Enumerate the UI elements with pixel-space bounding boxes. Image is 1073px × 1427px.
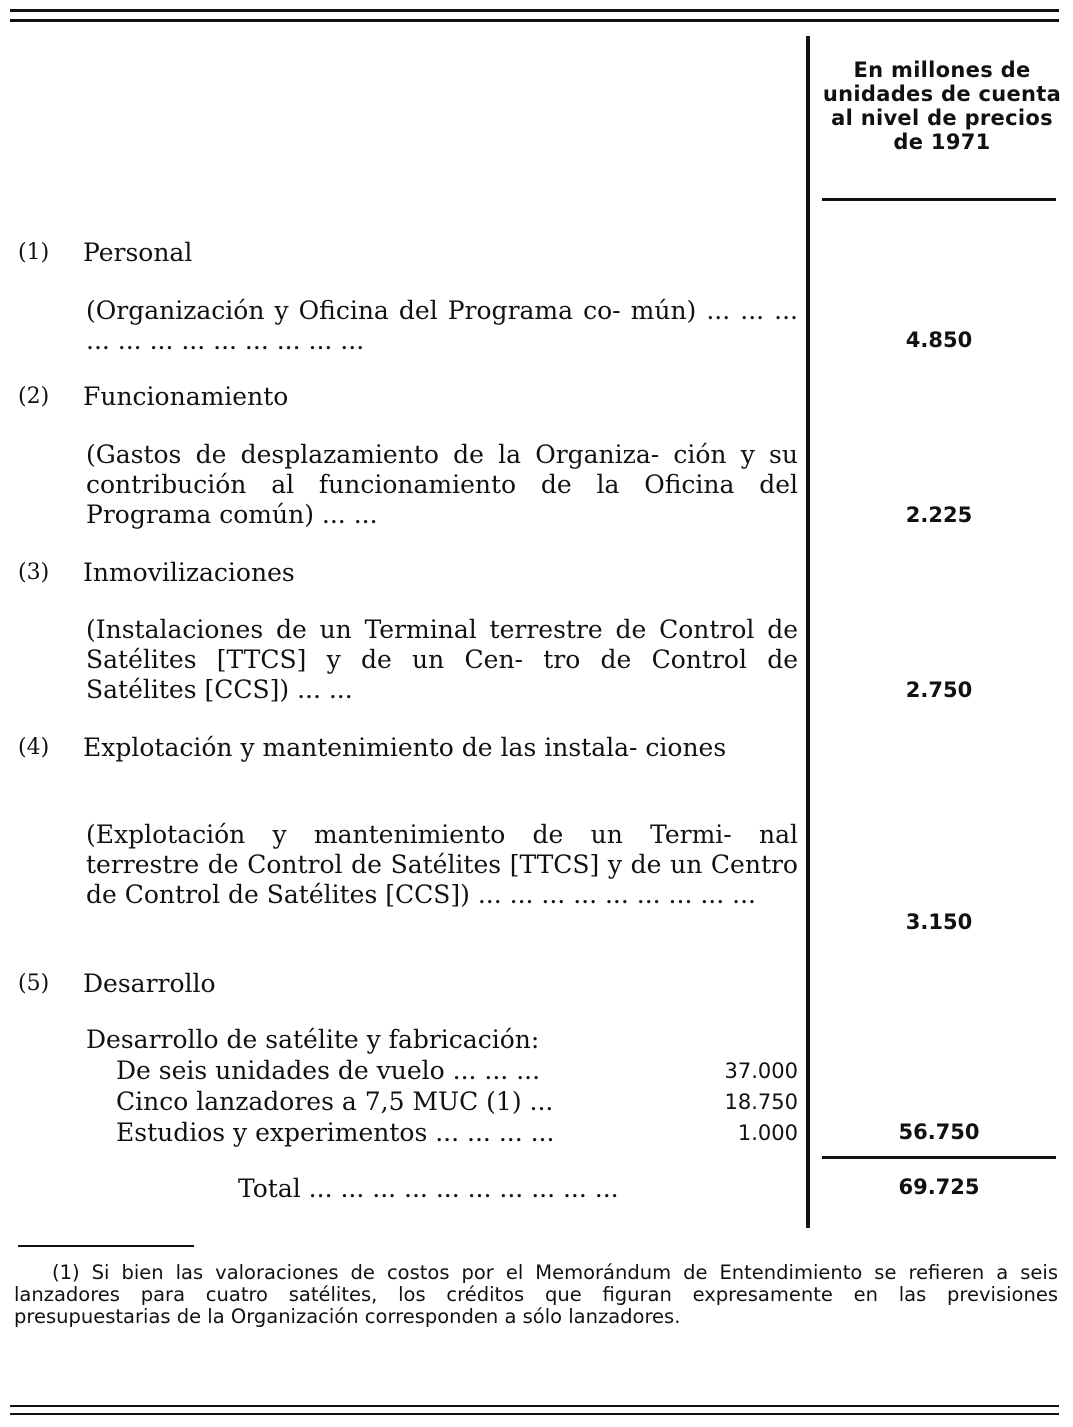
subitem-value: 37.000 bbox=[724, 1059, 798, 1083]
item-value: 2.225 bbox=[905, 503, 973, 527]
item-description: (Explotación y mantenimiento de un Termi- nal terrestre de Control de Satélites [TTCS] y de un Centro de Control de Satélites [CCS]) ... ... ... ... ... ... ... ... ... bbox=[86, 820, 798, 909]
item-row-4 bbox=[0, 733, 800, 793]
item-description: (Gastos de desplazamiento de la Organiza- ción y su contribución al funcionamiento de la Oficina del Programa común) ... ... bbox=[86, 440, 798, 529]
item-number: (5) bbox=[18, 971, 50, 996]
subitem-value: 1.000 bbox=[737, 1121, 798, 1145]
subitem-label: Estudios y experimentos ... ... ... ... bbox=[116, 1118, 555, 1147]
item-number: (4) bbox=[18, 735, 50, 760]
item-row-2 bbox=[0, 382, 800, 412]
item-number: (2) bbox=[18, 384, 50, 409]
item-category: Inmovilizaciones bbox=[83, 558, 295, 587]
total-label: Total ... ... ... ... ... ... ... ... ... ... bbox=[238, 1174, 619, 1203]
top-double-rule-1 bbox=[10, 9, 1059, 12]
item-category: Personal bbox=[83, 238, 193, 267]
subitem-row bbox=[116, 1118, 798, 1148]
item-row-3 bbox=[0, 558, 800, 588]
item-value: 3.150 bbox=[905, 910, 973, 934]
item-value: 56.750 bbox=[898, 1120, 980, 1144]
column-divider bbox=[806, 36, 810, 1228]
subitem-row bbox=[116, 1087, 798, 1117]
top-double-rule-2 bbox=[10, 19, 1059, 22]
item-category: Explotación y mantenimiento de las instala- ciones bbox=[83, 733, 727, 762]
subitem-label: Cinco lanzadores a 7,5 MUC (1) ... bbox=[116, 1087, 554, 1116]
item-number: (3) bbox=[18, 560, 50, 585]
footnote-separator bbox=[18, 1245, 194, 1247]
column-header: En millones de unidades de cuenta al nivel de precios de 1971 bbox=[822, 58, 1062, 154]
item-row-1 bbox=[0, 238, 800, 268]
footnote bbox=[14, 1262, 1058, 1328]
footnote-text: (1) Si bien las valoraciones de costos por el Memorándum de Entendimiento se refieren a seis lanzadores para cuatro satélites, los créditos que figuran expresamente en las previsiones presupuestarias de la Organización corresponden a sólo lanzadores. bbox=[14, 1261, 1058, 1328]
sum-underline bbox=[822, 1156, 1056, 1159]
item-value: 2.750 bbox=[905, 678, 973, 702]
item-description: Desarrollo de satélite y fabricación: bbox=[86, 1025, 540, 1054]
total-value: 69.725 bbox=[898, 1175, 980, 1199]
item-category: Desarrollo bbox=[83, 969, 216, 998]
item-value: 4.850 bbox=[905, 328, 973, 352]
bottom-double-rule-2 bbox=[10, 1413, 1059, 1415]
header-underline bbox=[822, 198, 1056, 201]
item-category: Funcionamiento bbox=[83, 382, 289, 411]
subitem-label: De seis unidades de vuelo ... ... ... bbox=[116, 1056, 541, 1085]
subitem-value: 18.750 bbox=[724, 1090, 798, 1114]
subitem-row bbox=[116, 1056, 798, 1086]
item-row-5 bbox=[0, 969, 800, 999]
item-number: (1) bbox=[18, 240, 50, 265]
bottom-double-rule-1 bbox=[10, 1405, 1059, 1407]
item-description: (Instalaciones de un Terminal terrestre de Control de Satélites [TTCS] y de un Cen- tro de Control de Satélites [CCS]) ... ... bbox=[86, 615, 798, 704]
item-description: (Organización y Oficina del Programa co- mún) ... ... ... ... ... ... ... ... ... ... ... ... bbox=[86, 296, 798, 355]
